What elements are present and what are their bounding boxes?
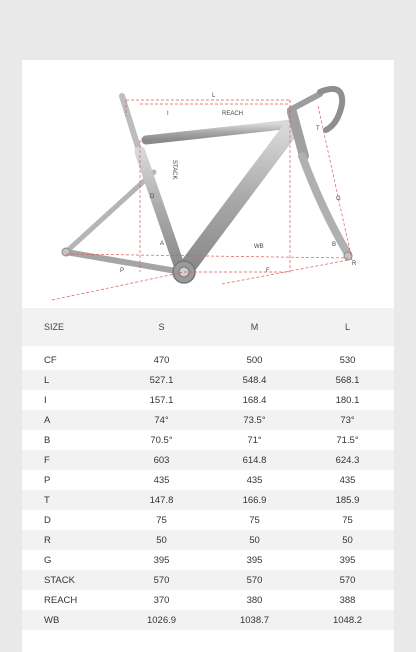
label-f: F	[266, 268, 270, 274]
table-row	[22, 410, 394, 430]
cell-m: 435	[246, 474, 263, 486]
cell-m: 614.8	[208, 450, 301, 470]
cell-m: 500	[246, 354, 263, 366]
row-label: REACH	[44, 594, 78, 606]
table-row	[22, 490, 394, 510]
cell-s: 74°	[115, 410, 208, 430]
label-d: D	[150, 194, 155, 200]
cell-l: 570	[301, 570, 394, 590]
cell-l: 624.3	[301, 450, 394, 470]
cell-l: 185.9	[301, 490, 394, 510]
header-l: L	[301, 308, 394, 346]
label-a: A	[160, 241, 165, 247]
cell-m: 71°	[247, 434, 262, 446]
cell-s: 603	[115, 450, 208, 470]
row-label: CF	[44, 354, 57, 366]
header-size: SIZE	[22, 308, 115, 346]
cell-m: 73.5°	[208, 410, 301, 430]
cell-s: 395	[153, 554, 170, 566]
cell-m: 166.9	[208, 490, 301, 510]
cell-s: 50	[115, 530, 208, 550]
cell-l: 568.1	[301, 370, 394, 390]
cell-l: 50	[301, 530, 394, 550]
cell-m: 570	[208, 570, 301, 590]
header-s: S	[115, 308, 208, 346]
table-header-row	[22, 308, 394, 346]
row-label: I	[44, 394, 47, 406]
header-m: M	[208, 308, 301, 346]
row-label: P	[44, 474, 51, 486]
frame-geometry-diagram	[22, 60, 394, 308]
row-label: D	[44, 514, 51, 526]
label-g: G	[336, 196, 341, 202]
cell-m: 548.4	[208, 370, 301, 390]
table-row	[22, 610, 394, 630]
cell-s: 470	[153, 354, 170, 366]
cell-l: 1048.2	[301, 610, 394, 630]
cell-s: 570	[115, 570, 208, 590]
label-i: I	[167, 111, 169, 117]
cell-l: 435	[339, 474, 356, 486]
row-label: G	[44, 554, 52, 566]
cell-m: 50	[208, 530, 301, 550]
row-label: F	[22, 450, 115, 470]
cell-s: 1026.9	[115, 610, 208, 630]
table-row	[22, 370, 394, 390]
bike-frame-illustration	[62, 89, 352, 283]
cell-l: 530	[339, 354, 356, 366]
row-label: STACK	[22, 570, 115, 590]
cell-l: 75	[342, 514, 353, 526]
table-row	[22, 590, 394, 610]
table-row	[22, 530, 394, 550]
table-row	[22, 510, 394, 530]
geometry-spec-table	[22, 308, 394, 630]
label-r: R	[352, 261, 357, 267]
row-label: R	[22, 530, 115, 550]
cell-m: 395	[246, 554, 263, 566]
cell-s: 435	[153, 474, 170, 486]
row-label: T	[22, 490, 115, 510]
cell-m: 380	[246, 594, 263, 606]
cell-l: 73°	[301, 410, 394, 430]
row-label: B	[44, 434, 51, 446]
table-row	[22, 450, 394, 470]
label-l: L	[212, 93, 216, 99]
cell-s: 157.1	[149, 394, 174, 406]
table-row	[22, 550, 394, 570]
cell-m: 168.4	[242, 394, 267, 406]
cell-s: 75	[156, 514, 167, 526]
table-row	[22, 350, 394, 370]
geometry-card	[22, 60, 394, 652]
label-wb: WB	[254, 244, 264, 250]
cell-l: 71.5°	[336, 434, 359, 446]
row-label: L	[22, 370, 115, 390]
cell-s: 527.1	[115, 370, 208, 390]
table-row	[22, 570, 394, 590]
row-label: WB	[22, 610, 115, 630]
cell-l: 395	[339, 554, 356, 566]
cell-s: 147.8	[115, 490, 208, 510]
cell-l: 388	[339, 594, 356, 606]
table-row	[22, 470, 394, 490]
cell-s: 70.5°	[150, 434, 173, 446]
table-row	[22, 390, 394, 410]
label-p: P	[120, 268, 125, 274]
cell-s: 370	[153, 594, 170, 606]
label-t: T	[316, 126, 320, 132]
label-b: B	[332, 242, 337, 248]
label-stack: STACK	[171, 160, 177, 180]
table-row	[22, 430, 394, 450]
cell-m: 1038.7	[208, 610, 301, 630]
label-reach: REACH	[222, 111, 244, 117]
row-label: A	[22, 410, 115, 430]
cell-l: 180.1	[335, 394, 360, 406]
cell-m: 75	[249, 514, 260, 526]
